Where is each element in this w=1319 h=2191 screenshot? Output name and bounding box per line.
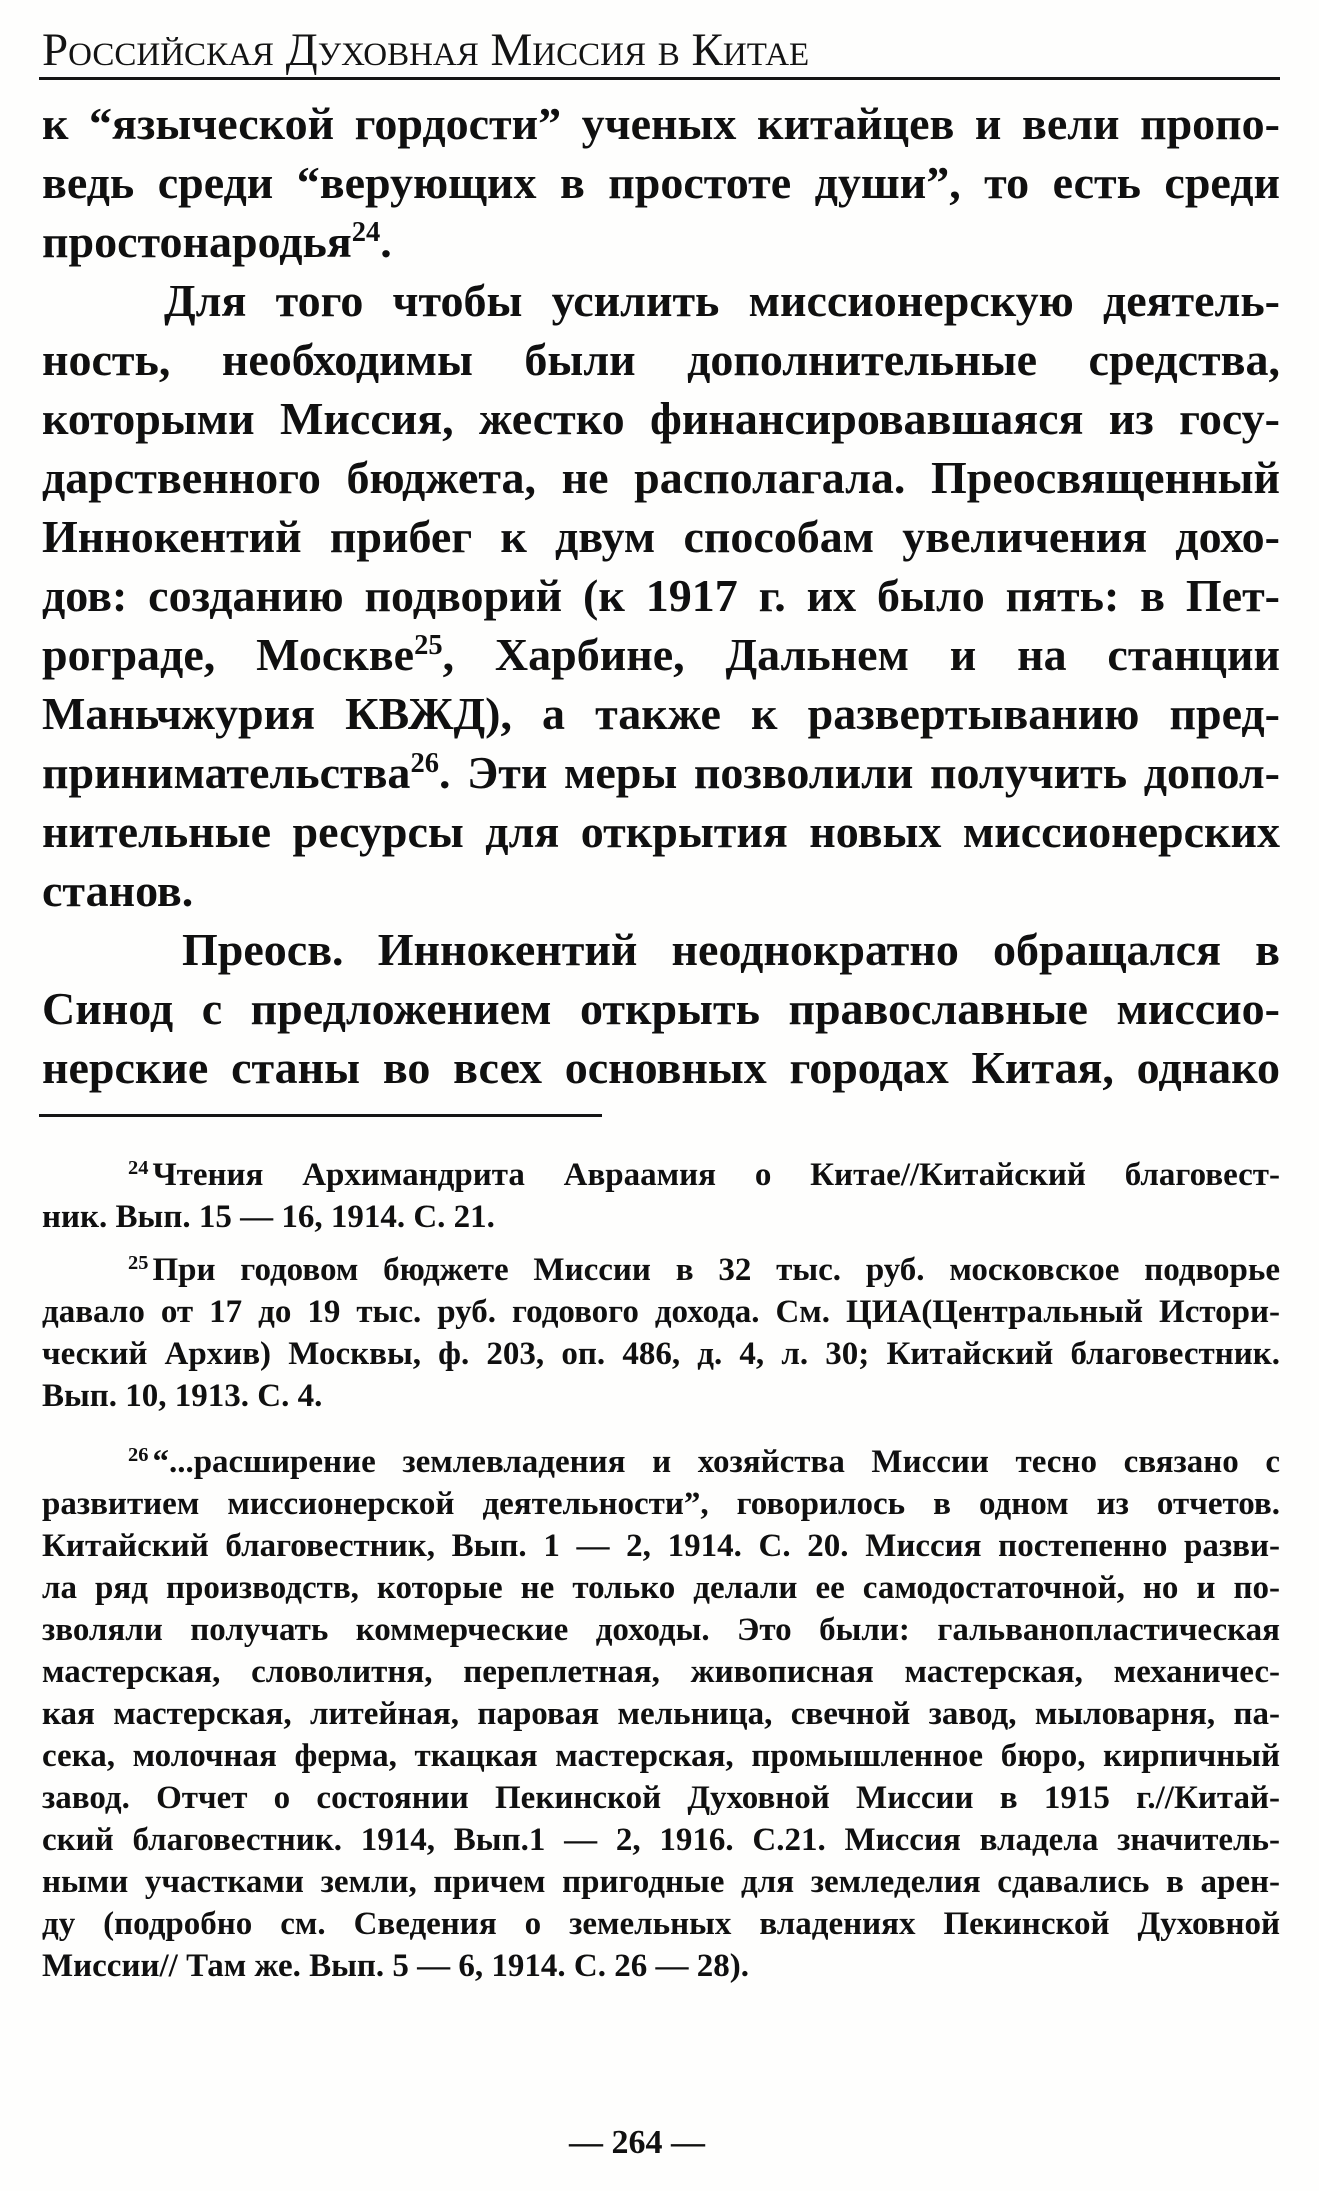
footnote-line: ческий Архив) Москвы, ф. 203, оп. 486, д. 4, л. 30; Китайский благовестник. [42,1336,1280,1372]
footnote-26 [42,1441,1280,1987]
footnote-line: Китайский благовестник, Вып. 1 — 2, 1914. С. 20. Миссия постепенно разви- [42,1528,1280,1564]
footnote-line: ник. Вып. 15 — 16, 1914. С. 21. [42,1199,495,1235]
body-text [42,94,1280,1097]
footnote-marker: 24 [128,1156,149,1179]
footnote-line-text: При годовом бюджете Миссии в 32 тыс. руб. московское подворье [152,1252,1280,1288]
body-paragraph [42,920,1280,1097]
footnote-24 [42,1154,1280,1238]
body-line-text: простонародья [42,216,352,267]
footnote-line: кая мастерская, литейная, паровая мельница, свечной завод, мыловарня, па- [42,1696,1280,1732]
body-line: Иннокентий прибег к двум способам увеличения дохо- [42,511,1280,562]
body-line: ность, необходимы были дополнительные средства, [42,334,1280,385]
footnote-line [42,1441,1280,1483]
body-line [42,625,1280,684]
footnote-marker: 26 [128,1443,149,1466]
running-header: Российская Духовная Миссия в Китае [42,24,810,76]
footnote-ref: 26 [410,748,439,780]
footnotes [42,1154,1280,1987]
body-line-text: принимательства [42,747,411,798]
body-line [42,743,1280,802]
page-number: — 264 — [569,2124,705,2161]
body-line: которыми Миссия, жестко финансировавшаяся из госу- [42,393,1280,444]
footnote-25 [42,1249,1280,1417]
footnote-line: сека, молочная ферма, ткацкая мастерская, промышленное бюро, кирпичный [42,1738,1280,1774]
body-paragraph [42,94,1280,271]
footnote-ref: 25 [414,630,443,662]
body-line: Маньчжурия КВЖД), а также к развертыванию пред- [42,688,1280,739]
body-line-text: . [380,216,392,267]
footnote-rule [39,1114,602,1117]
header-rule [39,77,1280,80]
footnote-line: завод. Отчет о состоянии Пекинской Духовной Миссии в 1915 г.//Китай- [42,1780,1280,1816]
body-line: Синод с предложением открыть православные миссио- [42,983,1280,1034]
body-line: Преосв. Иннокентий неоднократно обращался в [182,924,1280,975]
body-line-text: рограде, Москве [42,629,415,680]
body-line-text: . Эти меры позволили получить допол- [438,747,1280,798]
footnote-line [42,1249,1280,1291]
footnote-line: мастерская, словолитня, переплетная, живописная мастерская, механичес- [42,1654,1280,1690]
body-line: станов. [42,865,194,916]
body-line: дарственного бюджета, не располагала. Преосвященный [42,452,1280,503]
body-line: к “языческой гордости” ученых китайцев и вели пропо- [42,98,1280,149]
footnote-line: давало от 17 до 19 тыс. руб. годового дохода. См. ЦИА(Центральный Истори- [42,1294,1280,1330]
body-line: нительные ресурсы для открытия новых миссионерских [42,806,1280,857]
body-line: Для того чтобы усилить миссионерскую деятель- [164,275,1280,326]
footnote-line: Вып. 10, 1913. С. 4. [42,1378,323,1414]
footnote-line: зволяли получать коммерческие доходы. Это были: гальванопластическая [42,1612,1280,1648]
footnote-marker: 25 [128,1251,149,1274]
body-line [42,212,1280,271]
footnote-ref: 24 [351,217,381,249]
body-line: дов: созданию подворий (к 1917 г. их было пять: в Пет- [42,570,1280,621]
footnote-line-text: “...расширение землевладения и хозяйства Миссии тесно связано с [152,1444,1280,1480]
body-line: ведь среди “верующих в простоте души”, то есть среди [42,157,1280,208]
body-line: нерские станы во всех основных городах Китая, однако [42,1042,1280,1093]
footnote-line [42,1154,1280,1196]
body-line-text: , Харбине, Дальнем и на станции [442,629,1280,680]
footnote-line: ду (подробно см. Сведения о земельных владениях Пекинской Духовной [42,1906,1280,1942]
footnote-line: ла ряд производств, которые не только делали ее самодостаточной, но и по- [42,1570,1280,1606]
footnote-line: ский благовестник. 1914, Вып.1 — 2, 1916. С.21. Миссия владела значитель- [42,1822,1280,1858]
footnote-line-text: Чтения Архимандрита Авраамия о Китае//Китайский благовест- [152,1157,1280,1193]
footnote-line: развитием миссионерской деятельности”, говорилось в одном из отчетов. [42,1486,1280,1522]
footnote-line: Миссии// Там же. Вып. 5 — 6, 1914. С. 26 — 28). [42,1948,749,1984]
body-paragraph [42,271,1280,920]
footnote-line: ными участками земли, причем пригодные для земледелия сдавались в арен- [42,1864,1280,1900]
